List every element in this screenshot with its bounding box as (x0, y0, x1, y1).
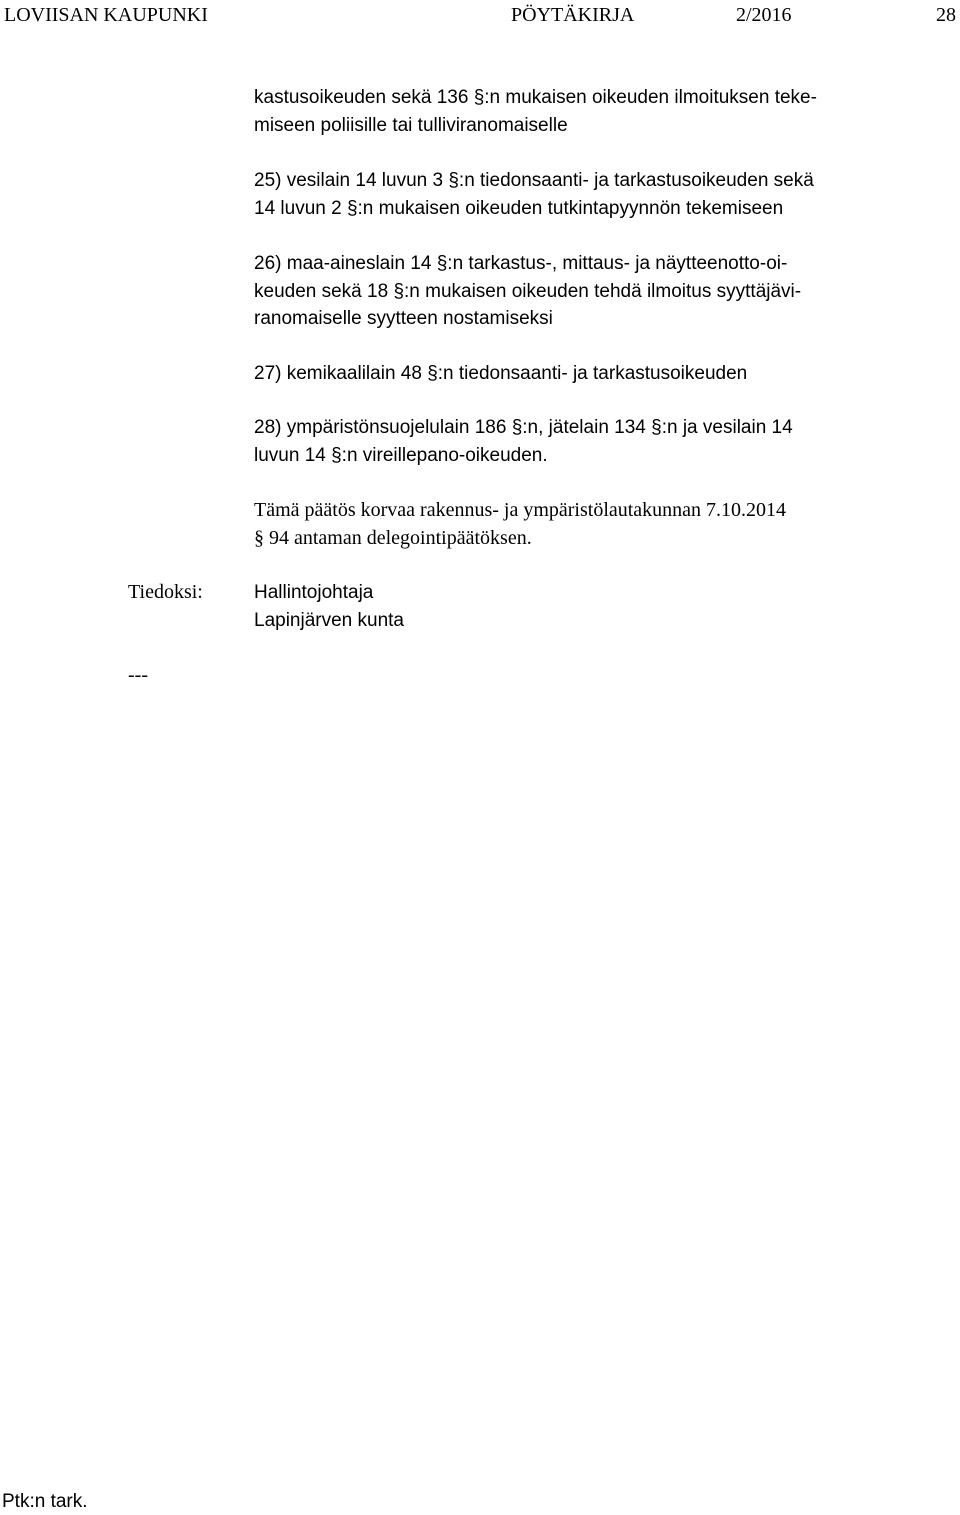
text-line: ranomaiselle syytteen nostamiseksi (254, 308, 553, 329)
paragraph-item-26 (254, 250, 894, 333)
recipient-item: Hallintojohtaja (254, 582, 374, 603)
document-type: PÖYTÄKIRJA (511, 4, 635, 26)
text-line: 28) ympäristönsuojelulain 186 §:n, jätelain 134 §:n ja vesilain 14 (254, 417, 793, 438)
meeting-number: 2/2016 (736, 4, 792, 26)
text-line: 26) maa-aineslain 14 §:n tarkastus-, mittaus- ja näytteenotto-oi- (254, 253, 788, 274)
text-line: miseen poliisille tai tulliviranomaiselle (254, 114, 568, 136)
page-header (0, 2, 960, 28)
notice-label: Tiedoksi: (128, 581, 203, 603)
notice-recipients (254, 579, 894, 634)
text-line: § 94 antaman delegointipäätöksen. (254, 526, 532, 549)
organization-name: LOVIISAN KAUPUNKI (4, 4, 208, 26)
page-number: 28 (936, 4, 956, 26)
paragraph-item-27 (254, 360, 894, 388)
paragraph-continued (254, 84, 894, 139)
text-line: kastusoikeuden sekä 136 §:n mukaisen oikeuden ilmoituksen teke- (254, 87, 817, 108)
section-separator: --- (128, 664, 148, 686)
recipient-item: Lapinjärven kunta (254, 609, 404, 631)
paragraph-item-25 (254, 167, 894, 222)
text-line: 25) vesilain 14 luvun 3 §:n tiedonsaanti- ja tarkastusoikeuden sekä (254, 170, 814, 191)
text-line: keuden sekä 18 §:n mukaisen oikeuden tehdä ilmoitus syyttäjävi- (254, 280, 802, 302)
text-line: 27) kemikaalilain 48 §:n tiedonsaanti- ja tarkastusoikeuden (254, 363, 748, 384)
text-line: luvun 14 §:n vireillepano-oikeuden. (254, 444, 548, 466)
paragraph-item-28 (254, 414, 894, 469)
paragraph-replacement-note (254, 497, 894, 552)
text-line: 14 luvun 2 §:n mukaisen oikeuden tutkintapyynnön tekemiseen (254, 197, 784, 219)
footer-checked-by: Ptk:n tark. (2, 1491, 88, 1512)
text-line: Tämä päätös korvaa rakennus- ja ympäristölautakunnan 7.10.2014 (254, 499, 787, 521)
